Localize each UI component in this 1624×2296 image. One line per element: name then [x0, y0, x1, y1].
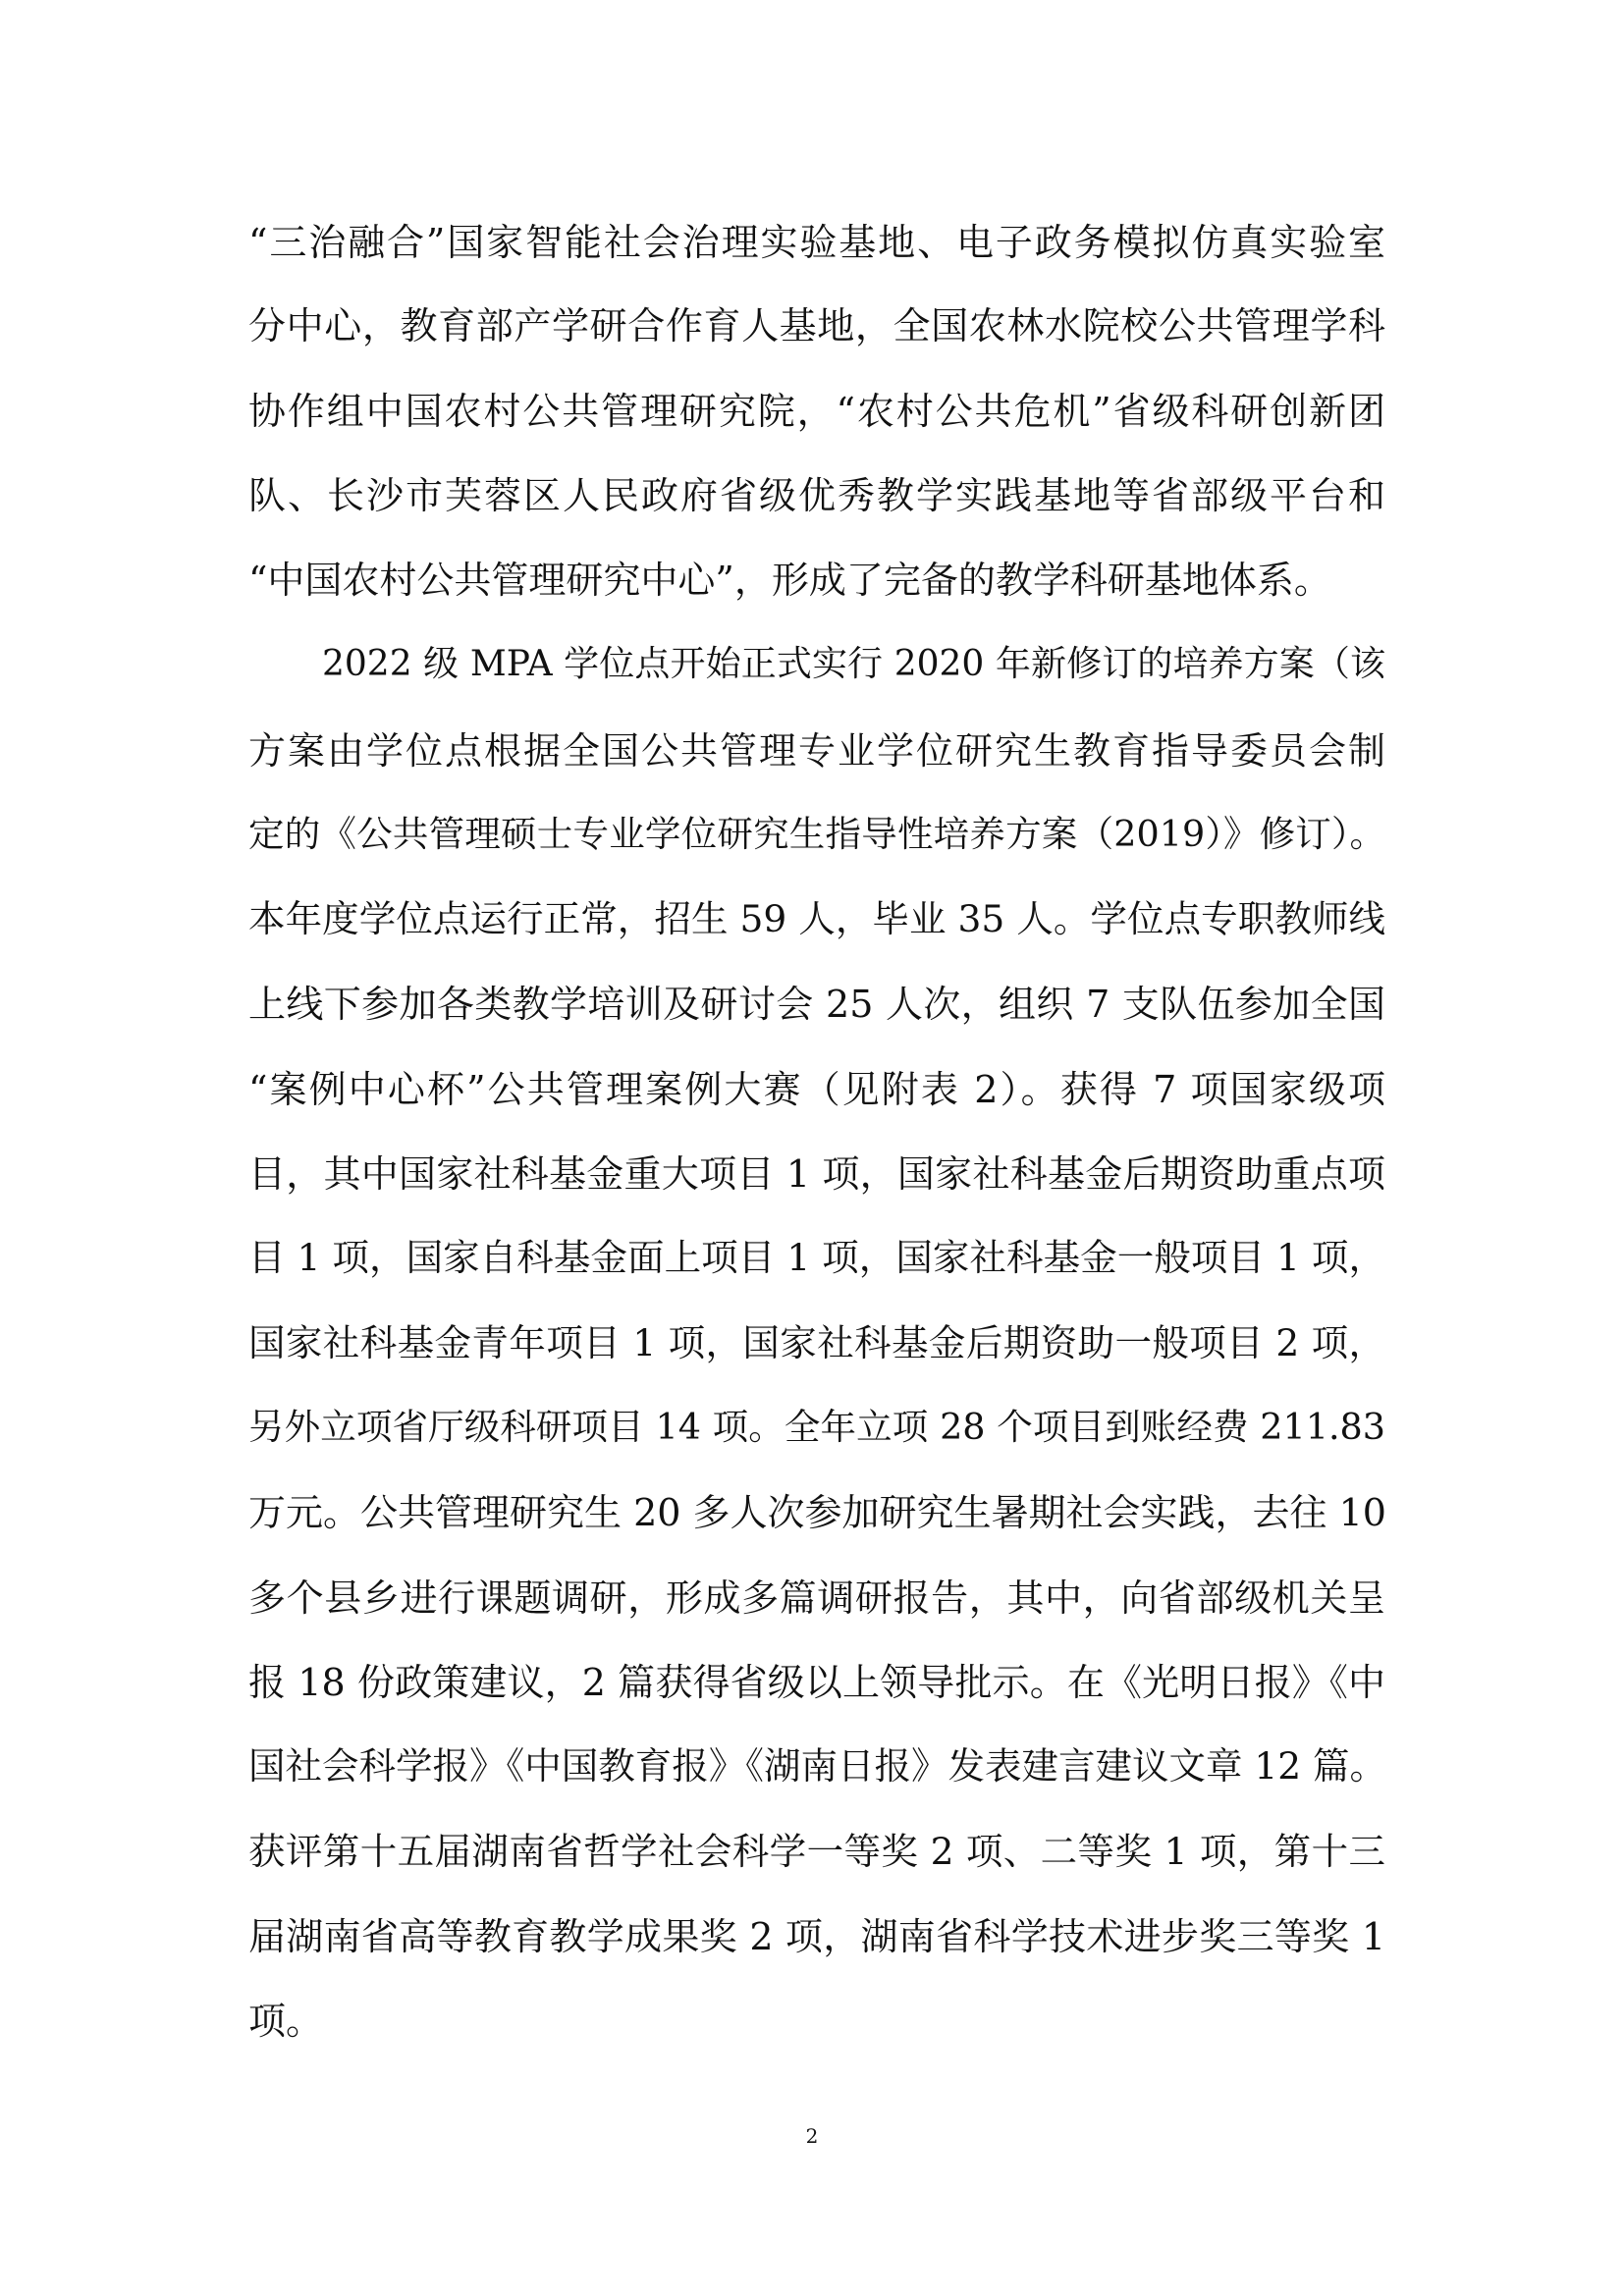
- paragraph-1-line-2: 分中心，教育部产学研合作育人基地，全国农林水院校公共管理学科: [248, 304, 1385, 347]
- paragraph-2-line-3: 定的《公共管理硕士专业学位研究生指导性培养方案（2019）》修订）。: [248, 813, 1385, 855]
- paragraph-2-line-8: 目 1 项，国家自科基金面上项目 1 项，国家社科基金一般项目 1 项，: [248, 1236, 1385, 1279]
- paragraph-2-line-11: 万元。公共管理研究生 20 多人次参加研究生暑期社会实践，去往 10: [248, 1491, 1386, 1534]
- paragraph-1-line-5: “中国农村公共管理研究中心”，形成了完备的教学科研基地体系。: [248, 559, 1331, 602]
- paragraph-2-line-7: 目，其中国家社科基金重大项目 1 项，国家社科基金后期资助重点项: [248, 1152, 1385, 1196]
- paragraph-2-line-4: 本年度学位点运行正常，招生 59 人，毕业 35 人。学位点专职教师线: [248, 897, 1385, 940]
- paragraph-2-line-15: 获评第十五届湖南省哲学社会科学一等奖 2 项、二等奖 1 项，第十三: [248, 1830, 1385, 1873]
- page-number: 2: [805, 2124, 819, 2148]
- paragraph-1-line-1: “三治融合”国家智能社会治理实验基地、电子政务模拟仿真实验室: [248, 221, 1385, 264]
- paragraph-2-line-5: 上线下参加各类教学培训及研讨会 25 人次，组织 7 支队伍参加全国: [248, 983, 1385, 1026]
- paragraph-2-line-17: 项。: [248, 2000, 324, 2043]
- paragraph-2-line-16: 届湖南省高等教育教学成果奖 2 项，湖南省科学技术进步奖三等奖 1: [248, 1915, 1386, 1958]
- paragraph-2-line-1: 2022 级 MPA 学位点开始正式实行 2020 年新修订的培养方案（该: [322, 644, 1385, 684]
- paragraph-1-line-4: 队、长沙市芙蓉区人民政府省级优秀教学实践基地等省部级平台和: [248, 474, 1385, 517]
- paragraph-2-line-6: “案例中心杯”公共管理案例大赛（见附表 2）。获得 7 项国家级项: [248, 1068, 1385, 1111]
- paragraph-2-line-12: 多个县乡进行课题调研，形成多篇调研报告，其中，向省部级机关呈: [248, 1576, 1385, 1620]
- paragraph-2-line-2: 方案由学位点根据全国公共管理专业学位研究生教育指导委员会制: [248, 729, 1385, 773]
- paragraph-2-line-14: 国社会科学报》《中国教育报》《湖南日报》发表建言建议文章 12 篇。: [248, 1744, 1387, 1788]
- paragraph-2-line-10: 另外立项省厅级科研项目 14 项。全年立项 28 个项目到账经费 211.83: [248, 1406, 1385, 1448]
- paragraph-1-line-3: 协作组中国农村公共管理研究院，“农村公共危机”省级科研创新团: [248, 390, 1385, 433]
- paragraph-2-line-13: 报 18 份政策建议，2 篇获得省级以上领导批示。在《光明日报》《中: [248, 1661, 1385, 1704]
- paragraph-2-line-9: 国家社科基金青年项目 1 项，国家社科基金后期资助一般项目 2 项，: [248, 1321, 1385, 1364]
